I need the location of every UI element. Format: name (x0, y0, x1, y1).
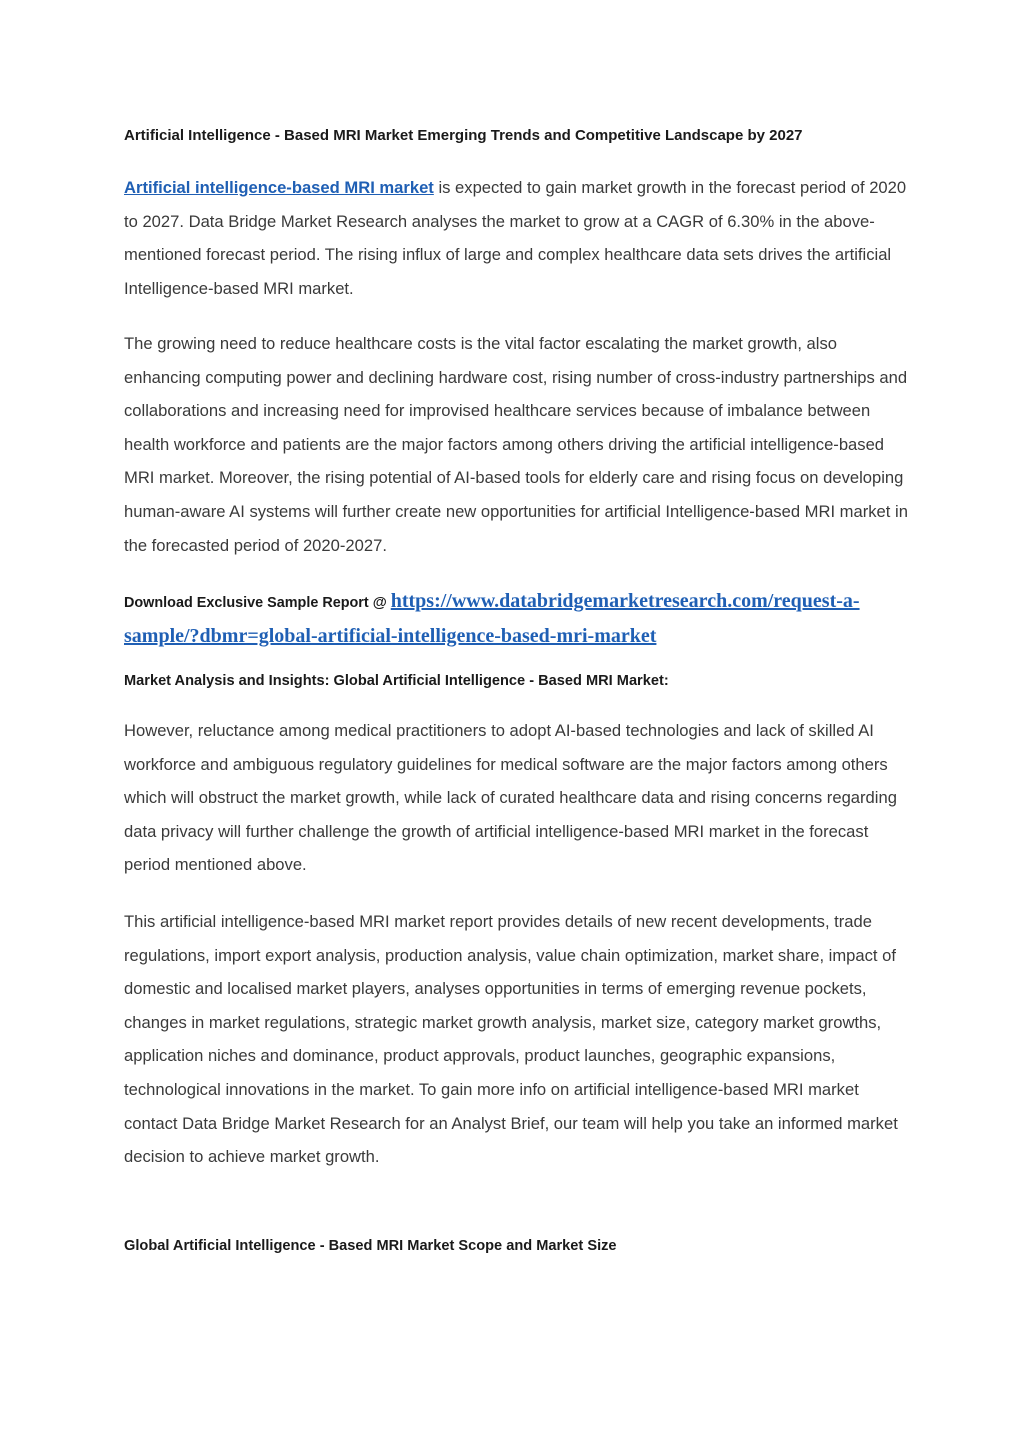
scope-heading: Global Artificial Intelligence - Based MRI Market Scope and Market Size (124, 1238, 617, 1254)
document-title: Artificial Intelligence - Based MRI Market Emerging Trends and Competitive Landscape by 2027 (124, 127, 803, 144)
analysis-heading: Market Analysis and Insights: Global Artificial Intelligence - Based MRI Market: (124, 673, 669, 689)
market-link[interactable]: Artificial intelligence-based MRI market (124, 178, 434, 197)
intro-text: is expected to gain market growth in the forecast period of 2020 to 2027. Data Bridge Market Research analyses the market to grow at a CAGR of 6.30% in the above-mentioned forecast period. The rising influx of large and complex healthcare data sets drives the artificial Intelligence-based MRI market. (124, 178, 907, 298)
sample-report-label: Download Exclusive Sample Report @ (124, 595, 391, 611)
sample-report-link[interactable]: https://www.databridgemarketresearch.com/request-a-sample/?dbmr=global-artificial-intelligence-based-mri-market (124, 590, 860, 647)
restraints-paragraph: However, reluctance among medical practitioners to adopt AI-based technologies and lack of skilled AI workforce and ambiguous regulatory guidelines for medical software are the major factors among others which will obstruct the market growth, while lack of curated healthcare data and rising concerns regarding data privacy will further challenge the growth of artificial intelligence-based MRI market in the forecast period mentioned above. (124, 721, 897, 875)
report-details-paragraph: This artificial intelligence-based MRI market report provides details of new recent developments, trade regulations, import export analysis, production analysis, value chain optimization, market share, impact of domestic and localised market players, analyses opportunities in terms of emerging revenue pockets, changes in market regulations, strategic market growth analysis, market size, category market growths, application niches and dominance, product approvals, product launches, geographic expansions, technological innovations in the market. To gain more info on artificial intelligence-based MRI market contact Data Bridge Market Research for an Analyst Brief, our team will help you take an informed market decision to achieve market growth. (124, 912, 898, 1167)
drivers-paragraph: The growing need to reduce healthcare costs is the vital factor escalating the market growth, also enhancing computing power and declining hardware cost, rising number of cross-industry partnerships and collaborations and increasing need for improvised healthcare services because of imbalance between health workforce and patients are the major factors among others driving the artificial intelligence-based MRI market. Moreover, the rising potential of AI-based tools for elderly care and rising focus on developing human-aware AI systems will further create new opportunities for artificial Intelligence-based MRI market in the forecasted period of 2020-2027. (124, 334, 908, 555)
sample-report-line (124, 585, 914, 654)
intro-paragraph (124, 171, 914, 305)
